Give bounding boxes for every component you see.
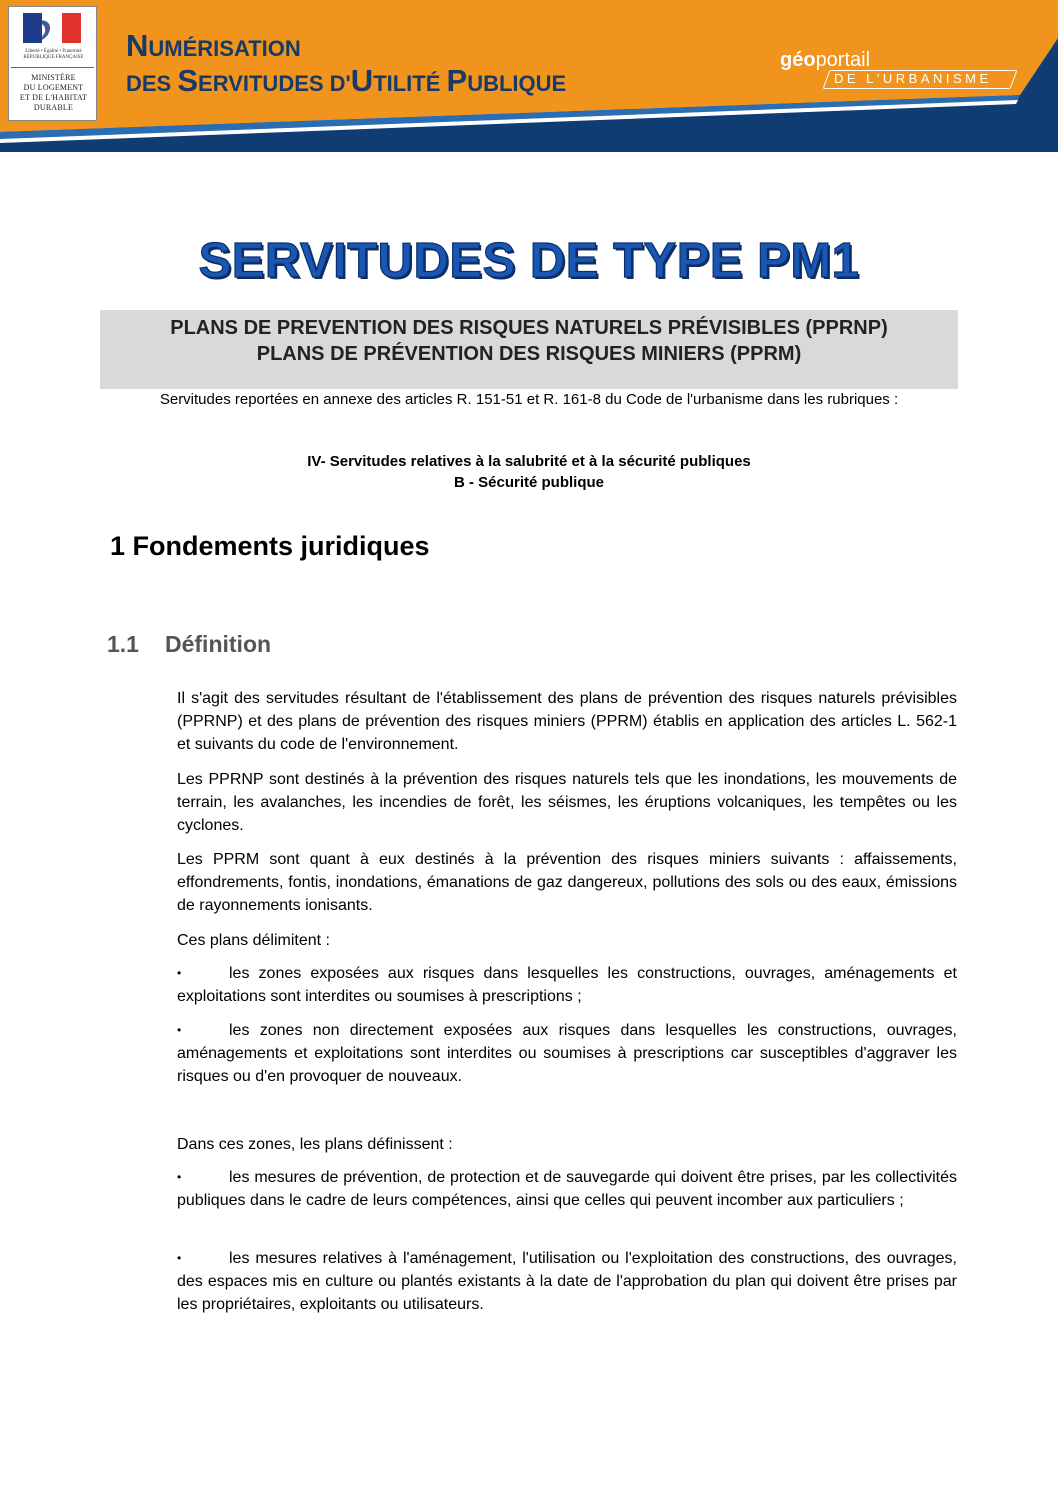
paragraph: Les PPRM sont quant à eux destinés à la prévention des risques miniers suivants : affaissements, effondrements, fontis, inondations, émanations de gaz dangereux, pollutions des sols ou des eaux, émissions de rayonnements ionisants. bbox=[177, 851, 957, 914]
list-item: les mesures de prévention, de protection et de sauvegarde qui doivent être prises, par les collectivités publiques dans le cadre de leurs compétences, ainsi que celles qui peuvent incomber aux particuliers ; bbox=[177, 1169, 957, 1209]
ministry-name: MINISTÈRE DU LOGEMENT ET DE L'HABITAT DURABLE bbox=[19, 73, 88, 112]
section-heading-1-1: 1.1 Définition bbox=[107, 631, 272, 657]
header-banner bbox=[0, 0, 1058, 152]
bullet-icon: • bbox=[177, 1023, 182, 1037]
paragraph: Dans ces zones, les plans définissent : bbox=[177, 1136, 453, 1153]
marianne-flag-icon bbox=[23, 13, 81, 49]
geoportail-logo: géoportail bbox=[780, 49, 871, 71]
document-title: SERVITUDES DE TYPE PM1 bbox=[198, 234, 860, 288]
republic-label bbox=[11, 49, 96, 61]
rubric-line-2: B - Sécurité publique bbox=[453, 474, 604, 491]
rubric bbox=[100, 451, 958, 493]
ministry-logo bbox=[8, 6, 97, 121]
subtitle-box bbox=[100, 310, 958, 389]
subtitle-line-2: PLANS DE PRÉVENTION DES RISQUES MINIERS (PPRM) bbox=[256, 343, 802, 365]
section-heading-1: 1 Fondements juridiques bbox=[110, 531, 430, 561]
list-item: les zones exposées aux risques dans lesquelles les constructions, ouvrages, aménagements et exploitations sont interdites ou soumises à prescriptions ; bbox=[177, 965, 957, 1005]
list-item: les zones non directement exposées aux risques dans lesquelles les constructions, ouvrages, aménagements et exploitations sont interdites ou soumises à prescriptions car susceptibles d'aggraver les risques ou d'en provoquer de nouveaux. bbox=[177, 1022, 957, 1085]
banner-title bbox=[126, 26, 566, 104]
republic-name: RÉPUBLIQUE FRANÇAISE bbox=[23, 55, 84, 60]
bullet-icon: • bbox=[177, 1251, 182, 1265]
list-item: les mesures relatives à l'aménagement, l'utilisation ou l'exploitation des constructions, des ouvrages, des espaces mis en culture ou plantés existants à la date de l'approbation du plan qui doivent être prises par les propriétaires, exploitants ou utilisateurs. bbox=[177, 1250, 957, 1313]
intro-text: Servitudes reportées en annexe des articles R. 151-51 et R. 161-8 du Code de l'urbanisme dans les rubriques : bbox=[159, 391, 899, 408]
bullet-icon: • bbox=[177, 966, 182, 980]
banner-title-line1: NUMÉRISATION bbox=[126, 28, 301, 63]
republic-motto: Liberté • Égalité • Fraternité bbox=[25, 49, 82, 54]
rubric-line-1: IV- Servitudes relatives à la salubrité et à la sécurité publiques bbox=[307, 453, 751, 470]
paragraph: Ces plans délimitent : bbox=[177, 932, 330, 949]
logo-divider bbox=[11, 67, 94, 68]
subtitle-line-1: PLANS DE PREVENTION DES RISQUES NATURELS PRÉVISIBLES (PPRNP) bbox=[170, 317, 888, 339]
paragraph: Les PPRNP sont destinés à la prévention des risques naturels tels que les inondations, les mouvements de terrain, les avalanches, les incendies de forêt, les séismes, les éruptions volcaniques, les tempêtes ou les cyclones. bbox=[177, 771, 957, 834]
banner-title-line2: DES SERVITUDES D'UTILITÉ PUBLIQUE bbox=[126, 63, 567, 98]
bullet-icon: • bbox=[177, 1170, 182, 1184]
paragraph: Il s'agit des servitudes résultant de l'établissement des plans de prévention des risques naturels prévisibles (PPRNP) et des plans de prévention des risques miniers (PPRM) établis en application des articles L. 562-1 et suivants du code de l'environnement. bbox=[177, 690, 957, 753]
geoportail-subtitle: DE L'URBANISME bbox=[834, 71, 992, 86]
